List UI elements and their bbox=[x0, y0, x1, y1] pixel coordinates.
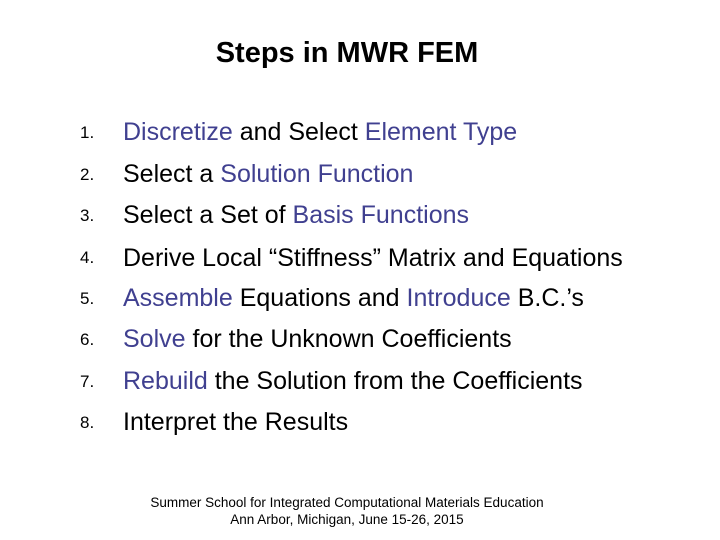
slide-title: Steps in MWR FEM bbox=[215, 37, 479, 69]
step-text bbox=[123, 241, 700, 275]
step-item bbox=[80, 402, 700, 444]
step-segment: for the Unknown Coefficients bbox=[185, 325, 512, 353]
step-text bbox=[123, 154, 700, 196]
slide-footer bbox=[0, 494, 694, 528]
footer-line: Summer School for Integrated Computational Materials Education bbox=[150, 495, 544, 510]
step-text bbox=[123, 319, 700, 361]
step-number: 3. bbox=[80, 206, 95, 225]
step-segment: Solve bbox=[123, 325, 186, 353]
step-segment: Assemble bbox=[123, 283, 233, 312]
footer-line: Ann Arbor, Michigan, June 15-26, 2015 bbox=[230, 512, 464, 527]
step-segment: Equations and bbox=[232, 283, 407, 312]
step-item bbox=[80, 278, 700, 320]
step-text bbox=[123, 402, 700, 444]
step-segment: Select a Set of bbox=[123, 201, 293, 229]
step-number: 4. bbox=[80, 247, 95, 267]
step-segment: Solution Function bbox=[220, 159, 414, 188]
step-segment: and Select bbox=[232, 118, 365, 146]
step-item bbox=[80, 154, 700, 196]
step-number: 6. bbox=[80, 330, 95, 349]
step-segment: Interpret the Results bbox=[123, 408, 349, 436]
step-segment: Rebuild bbox=[123, 366, 208, 395]
step-number: 5. bbox=[80, 288, 95, 308]
step-number: 2. bbox=[80, 164, 95, 184]
steps-list bbox=[80, 112, 700, 444]
step-number: 7. bbox=[80, 371, 95, 391]
step-text bbox=[123, 112, 700, 154]
step-text bbox=[123, 361, 700, 403]
step-segment: Element Type bbox=[364, 118, 518, 146]
step-segment: B.C.’s bbox=[510, 283, 584, 312]
step-segment: Derive Local “Stiffness” Matrix and Equations bbox=[123, 243, 623, 272]
step-segment: Discretize bbox=[123, 118, 233, 146]
step-segment: Select a bbox=[123, 159, 221, 188]
step-text bbox=[123, 195, 700, 237]
step-segment: the Solution from the Coefficients bbox=[207, 366, 583, 395]
step-segment: Introduce bbox=[406, 283, 511, 312]
step-number: 8. bbox=[80, 413, 95, 432]
step-number: 1. bbox=[80, 123, 95, 142]
step-item bbox=[80, 112, 700, 154]
step-text bbox=[123, 278, 700, 320]
step-item bbox=[80, 361, 700, 403]
step-item bbox=[80, 195, 700, 237]
step-item bbox=[80, 237, 700, 278]
step-item bbox=[80, 319, 700, 361]
step-segment: Basis Functions bbox=[292, 201, 470, 229]
